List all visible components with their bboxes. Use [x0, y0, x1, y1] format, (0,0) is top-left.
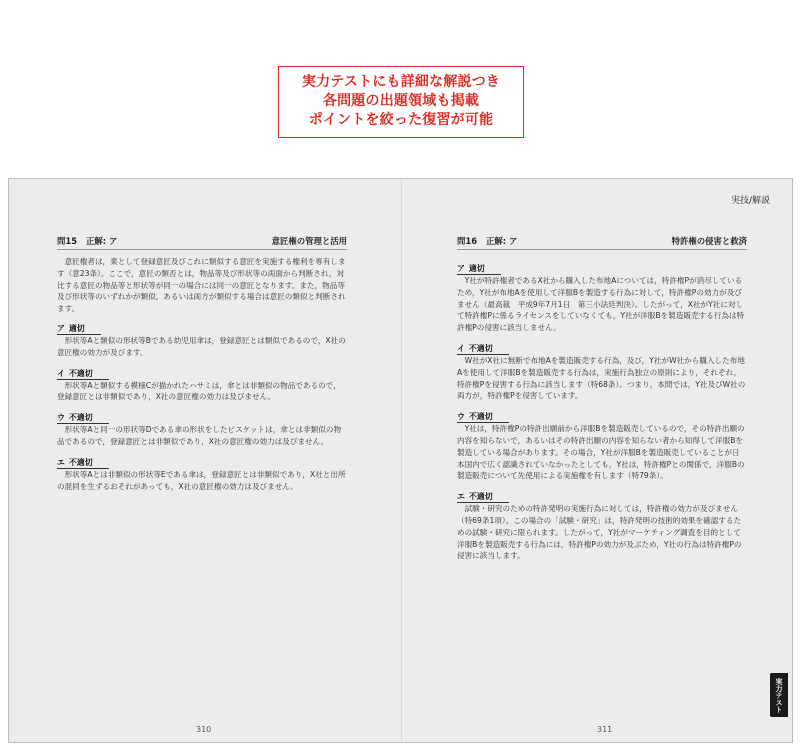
question-number: 問15: [57, 236, 78, 246]
callout-line-2: 各問題の出題領域も掲載: [322, 93, 480, 109]
choice-verdict: 適切: [68, 323, 85, 333]
promo-callout: [278, 66, 524, 138]
choice-heading: [57, 457, 109, 469]
left-page: [57, 235, 347, 494]
choice-explanation: 形状等Aとは非類似の形状等Eである傘は，登録意匠とは非類似であり，X社と出所の混同を生ずるおそれがあっても，X社の意匠権の効力は及びません。: [57, 469, 346, 491]
choice-block: [57, 450, 347, 493]
choice-mark: ア: [57, 323, 65, 333]
choice-mark: ア: [457, 264, 465, 273]
choice-heading: [457, 491, 509, 503]
choice-explanation: 形状等Aと同一の形状等Dである傘の形状をしたビスケットは，傘とは非類似の物品であるので，登録意匠とは非類似であり，X社の意匠権の効力は及びません。: [57, 425, 342, 446]
choice-verdict: 不適切: [68, 368, 93, 378]
question-topic: 特許権の侵害と救済: [671, 236, 747, 246]
question-topic: 意匠権の管理と活用: [271, 236, 347, 246]
choice-mark: ウ: [457, 412, 465, 422]
choice-block: [457, 256, 747, 334]
answer-label: 正解: ア: [85, 236, 118, 246]
choice-heading: [457, 263, 501, 275]
book-spread: [8, 178, 793, 743]
callout-line-1: 実力テストにも詳細な解説つき: [301, 74, 501, 90]
choice-heading: [457, 411, 509, 423]
choice-block: [457, 484, 747, 562]
choice-mark: エ: [457, 492, 465, 502]
explanation-intro: 意匠権者は，業として登録意匠及びこれに類似する意匠を実施する権利を専有します（意23条）。ここで，意匠の類否とは，物品等及び形状等の両面から判断され，対比する意匠の物品等と形状等が同一の場合には同一の意匠となります。また，物品等及び形状等のいずれかが類似，あるいは両方が類似する場合は意匠の類似と判断されます。: [57, 257, 346, 314]
choice-verdict: 不適切: [468, 492, 493, 502]
choice-heading: [57, 412, 109, 424]
choice-mark: エ: [57, 457, 65, 467]
question-header: [57, 235, 347, 250]
section-tab: 実力テスト: [770, 673, 788, 717]
page-number-left: 310: [196, 725, 212, 734]
choice-explanation: 形状等Aと類似する模様Cが描かれたハサミは，傘とは非類似の物品であるので，登録意匠とは非類似であり，X社の意匠権の効力は及びません。: [57, 380, 341, 402]
choice-heading: [57, 368, 109, 380]
question-number: 問16: [457, 236, 478, 246]
choice-block: [457, 336, 747, 402]
choice-block: [57, 316, 347, 359]
callout-line-3: ポイントを絞った復習が可能: [308, 112, 494, 128]
choice-heading: [457, 343, 509, 355]
choice-heading: [57, 323, 101, 335]
choice-explanation: Y社は，特許権Pの特許出願前から洋服Bを製造販売しているので，その特許出願の内容を知らないで，あるいはその特許出願の内容を知らない者から知得して洋服Bを製造している場合があります。その場合，Y社が洋服Bを製造販売していることが日本国内で広く認識されていなかったとしても，Y社は，特許権Pとの関係で，洋服Bの製造販売について先使用による実施権を有します（特79条）。: [457, 424, 745, 481]
choice-mark: イ: [57, 368, 65, 378]
running-head: 実技/解説: [730, 196, 770, 206]
answer-label: 正解: ア: [485, 236, 518, 246]
choice-verdict: 不適切: [468, 412, 493, 422]
choice-mark: ウ: [57, 413, 65, 423]
right-page: [457, 235, 747, 564]
choice-mark: イ: [457, 343, 465, 353]
choice-verdict: 不適切: [68, 457, 93, 467]
choice-verdict: 不適切: [68, 413, 93, 423]
choice-block: [57, 405, 347, 448]
book-spine: [401, 179, 402, 742]
choice-block: [57, 361, 347, 404]
page-number-right: 311: [597, 725, 613, 734]
choice-verdict: 適切: [468, 264, 485, 273]
choice-explanation: Y社が特許権者であるX社から購入した布地Aについては，特許権Pが消尽しているため，Y社が布地Aを使用して洋服Bを製造する行為に対して，特許権Pの効力が及びません（最高裁 平成9年7月1日 第三小法廷判決）。したがって，X社がY社に対して特許権Pに係るライセンスをしていなくても，Y社が洋服Bを製造販売する行為は特許権Pの侵害に該当しません。: [457, 276, 745, 333]
choice-verdict: 不適切: [468, 343, 493, 353]
choice-explanation: 形状等Aと類似の形状等Bである幼児用傘は，登録意匠とは類似であるので，X社の意匠権の効力が及びます。: [57, 335, 346, 357]
choice-block: [457, 404, 747, 482]
choice-explanation: W社がX社に無断で布地Aを製造販売する行為，及び，Y社がW社から購入した布地Aを使用して洋服Bを製造販売する行為は，実施行為独立の原則により，それぞれ，特許権Pを侵害する行為に該当します（特68条）。つまり，本問では，Y社及びW社の両方が，特許権Pを侵害しています。: [457, 355, 746, 401]
question-header: [457, 235, 747, 250]
choice-explanation: 試験・研究のための特許発明の実施行為に対しては，特許権の効力が及びません（特69条1項）。この場合の「試験・研究」は，特許発明の技術的効果を確認するための試験・研究に限られます。したがって，Y社がマーケティング調査を目的として洋服Bを製造販売する行為には，特許権Pの効力が及ぶため，Y社の行為は特許権Pの侵害に該当します。: [457, 504, 742, 561]
